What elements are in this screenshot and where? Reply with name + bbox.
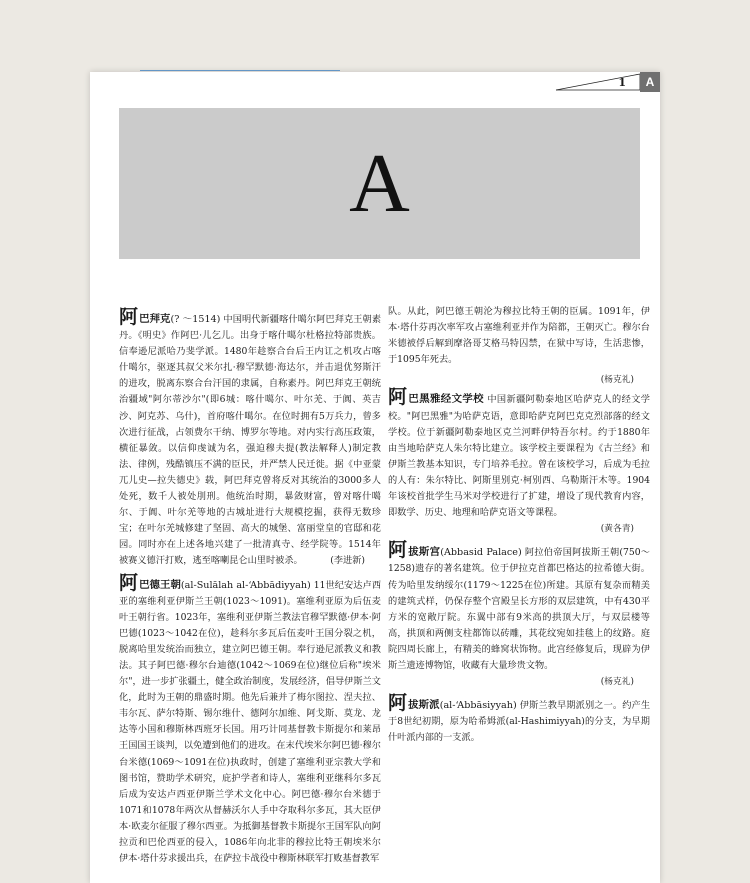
entry-body: 中国明代新疆喀什噶尔阿巴拜克王朝素丹。《明史》作阿巴·儿乞儿。出身于喀什噶尔杜格拉特部贵族。信奉逊尼派哈乃斐学派。1480年趁察合台后王内讧之机攻占喀什噶尔，驱逐其叔父米尔扎·穆罕默德·海达尔，并击退优努斯汗的进攻，脱离东察合台汗国的隶属，自称素丹。阿巴拜克王朝统治疆域"阿尔蒂沙尔"(即6城：喀什噶尔、叶尔羌、于阗、英吉沙、阿克苏、乌什)，首府喀什噶尔。在位时拥有5万兵力，曾多次进行征战，占领费尔干纳、博罗尔等地。对内实行高压政策，横征暴敛。以信仰虔诚为名，强迫穆夫提(教法解释人)制定教法、律例，残酷镇压不满的臣民，并严禁人民迁徙。据《中亚蒙兀儿史—拉失德史》载，阿巴拜克曾将反对其统治的3000多人处死，数千人被处刖刑。他统治时期，暴敛财富，曾对喀什噶尔、于阗、叶尔羌等地的古城址进行大规模挖掘，获得无数珍宝；在叶尔羌城修建了坚固、高大的城堡、富丽堂皇的官邸和花园。同时亦在上述各地兴建了一批清真寺、经学院等。1514年被赛义德汗打败，逃至喀喇昆仑山里时被杀。 — [119, 314, 381, 567]
entry-body: 阿拉伯帝国阿拔斯王朝(750～1258)遗存的著名建筑。位于伊拉克首都巴格达的拉希德大街。传为哈里发纳绥尔(1179～1225在位)所建。其原有复杂而精美的建筑式样，仍保存整个宫殿呈长方形的双层建筑，中有430平方米的宽敞厅院。东翼中部有9米高的拱顶大厅，与双层楼等高，拱顶和两侧支柱都饰以砖雕，其花纹宛如挂毯上的纹路。庭院四周长廊上，有精美的蜂窝状饰物。此宫经修复后，现辟为伊斯兰遗迹博物馆，收藏有大量珍贵文物。 — [388, 547, 650, 671]
entry-title: 拔斯派 — [408, 699, 440, 712]
page-number: 1 — [618, 76, 626, 89]
entry-title: 巴黑雅经文学校 — [408, 393, 484, 406]
right-column — [388, 304, 650, 750]
entry-author: (杨克礼) — [600, 375, 634, 386]
entry-continuation: 队。从此，阿巴德王朝沦为穆拉比特王朝的臣属。1091年，伊本·塔什芬再次率军攻占塞维利亚并作为陪都，王朝灭亡。穆尔台米德被俘后解到摩洛哥艾格马特囚禁，在狱中写诗，生活悲惨，于1095年死去。 — [388, 306, 650, 366]
banner-letter: A — [349, 136, 410, 230]
left-column — [119, 308, 381, 871]
entry-body: 伊斯兰教早期派别之一。约产生于8世纪初期，原为哈希姆派(al-Hashimiyyah)的分支，为早期什叶派内部的一支派。 — [388, 700, 651, 744]
entry-author: (黄各青) — [600, 524, 634, 535]
entry-abasi-pai — [388, 694, 650, 746]
entry-title: 拔斯宫 — [408, 546, 441, 559]
entry-abasi-gong — [388, 541, 650, 690]
entry-title-extra: (al-ʻAbbāsiyyah) — [439, 700, 517, 712]
entry-headword: 阿 — [388, 539, 408, 562]
entry-title-extra: (al-Sulālah al-ʻAbbādiyyah) — [180, 579, 311, 591]
entry-abaibake — [119, 308, 381, 570]
entry-headword: 阿 — [119, 571, 139, 594]
entry-headword: 阿 — [119, 306, 139, 328]
section-banner — [119, 108, 640, 259]
entry-title: 巴拜克 — [139, 313, 171, 325]
dictionary-page — [90, 72, 660, 883]
entry-author: (李进新) — [330, 555, 365, 567]
entry-body: 11世纪安达卢西亚的塞维利亚伊斯兰王朝(1023～1091)。塞维利亚原为后伍麦叶王朝行省。1023年，塞维利亚伊斯兰教法官穆罕默德·伊本·阿巴德(1023～1042在位)，趁科尔多瓦后伍麦叶王国分裂之机，脱离哈里发统治而独立，建立阿巴德王朝。奉行逊尼派教义和教法。其子阿巴德·穆尔台迪德(1042～1069在位)继位后称"埃米尔"，进一步扩张疆土，健全政治制度，发展经济，倡导伊斯兰文化，此时为王朝的鼎盛时期。他先后兼并了梅尔图拉、涅夫拉、韦尔瓦、萨尔特斯、锡尔维什、德阿尔加维、阿戈斯、莫龙、龙达等小国和穆斯林西班牙长国。用巧计同基督教卡斯提尔和莱昂王国国王谈判，以免遭到他们的进攻。在末代埃米尔阿巴德·穆尔台米德(1069～1091在位)执政时，创建了塞维利亚宗教大学和图书馆，赞助学术研究，庇护学者和诗人，塞维利亚继科尔多瓦后成为安达卢西亚伊斯兰学术文化中心。阿巴德·穆尔台米德于1071和1078年两次从督赫沃尔人手中夺取科尔多瓦，其大臣伊本·欧麦尔征服了穆尔西亚。为抵御基督教卡斯提尔王国军队向阿拉贡和巴伦西亚的侵入，1086年向北非的穆拉比特王朝埃米尔伊本·塔什芬求援出兵，在萨拉卡战役中穆斯林联军打败基督教军 — [119, 579, 382, 865]
entry-title: 巴德王朝 — [139, 578, 181, 591]
top-accent-rule — [140, 70, 340, 71]
entry-body: 中国新疆阿勒泰地区哈萨克人的经文学校。"阿巴黑雅"为哈萨克语，意即哈萨克阿巴克克烈部落的经文学校。位于新疆阿勒泰地区克兰河畔伊特吾尔村。约于1880年由当地哈萨克人朱尔特比建立。该学校主要课程为《古兰经》和伊斯兰教基本知识，专门培养毛拉。曾在该校学习，后成为毛拉的人有：朱尔特比、阿斯里别克·柯别西、乌勒斯汗木等。1904年该校首批学生马米对学校进行了扩建，增设了现代教育内容，即数学、历史、地理和哈萨克语文等课程。 — [388, 394, 650, 519]
entry-abaheiya — [388, 388, 650, 537]
header-corner-line — [90, 72, 660, 102]
entry-author: (杨克礼) — [600, 677, 634, 688]
entry-abade-wangchao — [119, 571, 382, 868]
entry-title-extra: (? ～1514) — [170, 314, 221, 325]
entry-title-extra: (Abbasid Palace) — [440, 547, 522, 559]
entry-headword: 阿 — [388, 692, 408, 715]
section-letter-badge: A — [640, 72, 660, 92]
entry-headword: 阿 — [388, 386, 408, 409]
